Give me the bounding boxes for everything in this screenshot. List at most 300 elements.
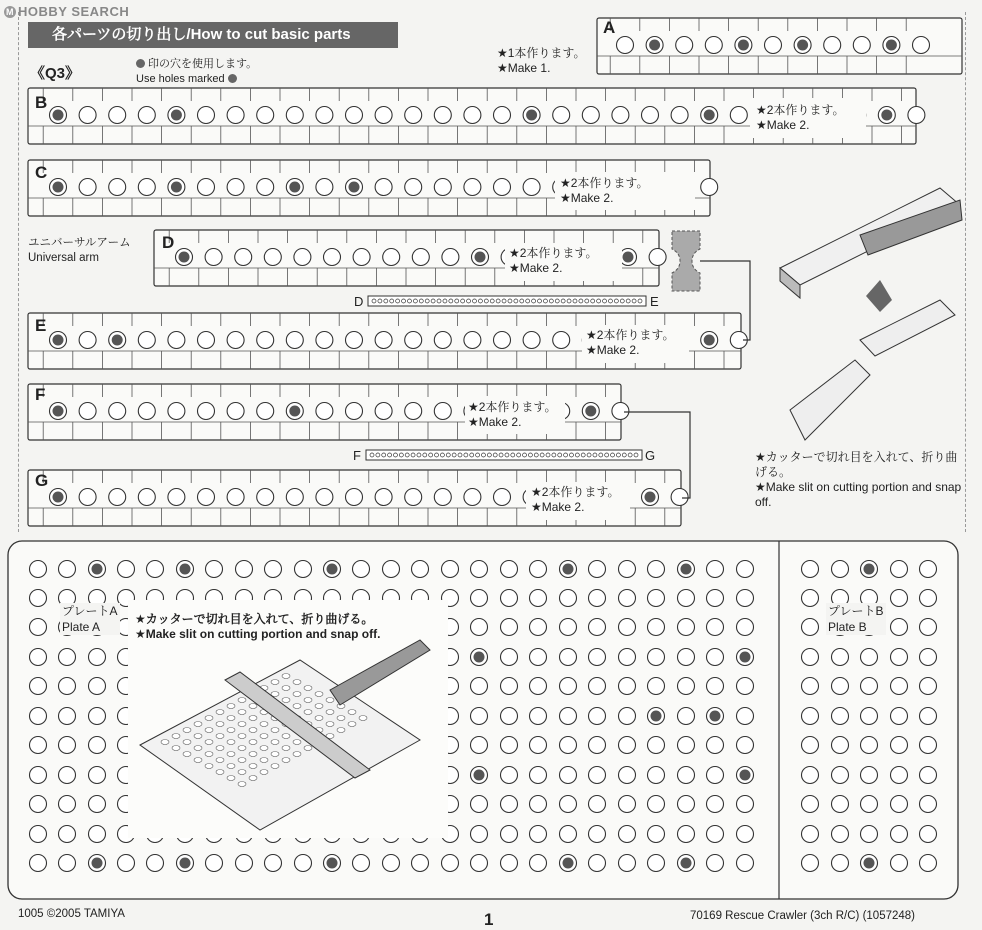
hole [530,590,547,607]
hole [89,678,106,695]
part-label-a: A [603,18,616,37]
mini-hole [304,746,312,751]
mini-hole [271,728,279,733]
mini-hole [216,734,224,739]
hole [530,737,547,754]
side-note-jp: ★カッターで切れ目を入れて、折り曲げる。 [755,450,958,479]
mini-hole [205,764,213,769]
hole [59,649,76,666]
hole [891,737,908,754]
hole [471,619,488,636]
hole [383,561,400,578]
hole [802,619,819,636]
hole [589,678,606,695]
hole [494,489,511,506]
marked-hole [180,858,191,869]
hole [678,678,695,695]
hole [109,107,126,124]
hole [434,107,451,124]
hole [707,678,724,695]
hole [494,332,511,349]
marked-hole [740,652,751,663]
marked-hole [289,182,300,193]
mini-hole [216,758,224,763]
hole [648,855,665,872]
universal-arm-label [28,236,131,266]
hole [612,403,629,420]
marked-hole [704,335,715,346]
hole [316,107,333,124]
hole [405,489,422,506]
hole [619,708,636,725]
hole [920,678,937,695]
make-note-jp: ★2本作ります。 [468,400,557,414]
marked-hole [92,564,103,575]
hole [59,737,76,754]
page-title: 各パーツの切り出し/How to cut basic parts [28,22,398,48]
hole [198,489,215,506]
hole [30,590,47,607]
hole [316,403,333,420]
marked-hole [475,252,486,263]
part-label-f: F [35,385,46,404]
hole [619,649,636,666]
mini-hole [348,710,356,715]
hole [257,403,274,420]
section-label: 《Q3》 [30,65,81,82]
hole [582,107,599,124]
hole [913,37,930,54]
mini-hole [282,698,290,703]
hole [908,107,925,124]
hole [375,489,392,506]
hole [802,561,819,578]
hole [295,855,312,872]
hole [530,826,547,843]
hole [737,619,754,636]
hole [648,619,665,636]
hole [471,796,488,813]
inset-note-jp: ★カッターで切れ目を入れて、折り曲げる。 [135,612,374,626]
hole [530,649,547,666]
hole [471,678,488,695]
hole [471,737,488,754]
hole [802,708,819,725]
hole [737,590,754,607]
marked-hole [349,182,360,193]
hole [619,561,636,578]
hole [501,708,518,725]
hole [501,619,518,636]
mini-hole [172,746,180,751]
hole [891,619,908,636]
make-note-en: ★Make 2. [560,191,614,205]
hole [802,767,819,784]
hole [375,332,392,349]
hole [589,708,606,725]
hole [560,619,577,636]
marked-hole [171,182,182,193]
hole [707,796,724,813]
marked-hole [681,564,692,575]
hole [920,561,937,578]
inset-note [135,612,380,642]
mini-hole [238,758,246,763]
marked-hole [92,858,103,869]
hole [737,678,754,695]
hole [471,826,488,843]
part-label-g: G [35,471,49,490]
hole [802,826,819,843]
hole [649,249,666,266]
mini-hole [205,740,213,745]
hole [832,561,849,578]
hole [553,332,570,349]
hole [30,855,47,872]
mini-hole [249,704,257,709]
footer-copyright: 1005 ©2005 TAMIYA [18,908,125,920]
hole [678,649,695,666]
hole [891,767,908,784]
mini-hole [227,752,235,757]
hole [383,855,400,872]
hole [501,737,518,754]
mini-hole [293,692,301,697]
mini-hole [227,704,235,709]
hole [707,649,724,666]
hole [737,796,754,813]
hole [412,561,429,578]
hole [286,332,303,349]
make-note-jp: ★1本作ります。 [497,46,586,60]
hole [920,590,937,607]
hole [530,855,547,872]
hole [648,649,665,666]
plate-a-jp: プレートA [62,604,118,618]
hole [442,855,459,872]
hole [648,561,665,578]
hole [375,107,392,124]
marked-hole [704,110,715,121]
hole [138,332,155,349]
hole [236,855,253,872]
hole [701,179,718,196]
hole [30,678,47,695]
mini-hole [271,752,279,757]
hole [59,678,76,695]
part-label-b: B [35,93,48,112]
hole [198,332,215,349]
hole [501,855,518,872]
mini-hole [260,746,268,751]
hole [257,107,274,124]
hole [353,561,370,578]
hole [642,107,659,124]
hole [707,767,724,784]
join-label-f: F [353,448,361,463]
hole [168,332,185,349]
hole [30,737,47,754]
strip-piece [860,300,955,356]
mini-hole [326,698,334,703]
mini-hole [271,680,279,685]
marked-hole [289,406,300,417]
mini-hole [304,686,312,691]
hole [205,249,222,266]
hole [501,678,518,695]
hole [619,826,636,843]
hole [286,489,303,506]
make-note-en: ★Make 1. [497,61,551,75]
mini-hole [238,722,246,727]
hole [832,649,849,666]
marked-hole [179,252,190,263]
mini-hole [260,722,268,727]
logo-text: HOBBY SEARCH [18,4,130,19]
hole [118,855,135,872]
hole [707,855,724,872]
mini-hole [271,740,279,745]
marked-hole [585,406,596,417]
hole [589,767,606,784]
marked-hole [649,40,660,51]
mini-hole [315,716,323,721]
mini-hole [337,728,345,733]
plate-b-label [826,603,886,635]
marked-hole [526,110,537,121]
part-label-c: C [35,163,48,182]
hole [560,678,577,695]
footer-product: 70169 Rescue Crawler (3ch R/C) (1057248) [690,910,915,922]
mini-hole [216,746,224,751]
hole [530,678,547,695]
hole [589,737,606,754]
make-note-jp: ★2本作ります。 [531,485,620,499]
hole [802,590,819,607]
mini-hole [282,674,290,679]
mini-hole [326,722,334,727]
marked-hole [797,40,808,51]
mini-hole [183,728,191,733]
hole [802,855,819,872]
make-note-en: ★Make 2. [586,343,640,357]
hole [891,561,908,578]
hole [891,590,908,607]
mini-hole [326,710,334,715]
hole [324,249,341,266]
page-number: 1 [484,910,494,929]
hole [678,737,695,754]
hole [79,332,96,349]
hole [147,855,164,872]
marked-hole [623,252,634,263]
mini-hole [271,764,279,769]
hole [109,489,126,506]
connector-piece [672,231,700,291]
hole [346,489,363,506]
hole [891,796,908,813]
hole [832,708,849,725]
hole [59,826,76,843]
hole [891,708,908,725]
hole [707,826,724,843]
marked-hole [53,335,64,346]
hole [353,855,370,872]
hole [853,37,870,54]
hole [79,403,96,420]
mini-hole [227,764,235,769]
hole [678,826,695,843]
hole [442,249,459,266]
mini-hole [249,764,257,769]
marked-hole [864,858,875,869]
join-label-g: G [645,448,656,463]
hole [730,107,747,124]
make-note-jp: ★2本作ります。 [509,246,598,260]
plate-a-en: Plate A [62,620,101,634]
marked-hole [53,182,64,193]
hole [678,796,695,813]
hole [678,708,695,725]
mini-hole [227,716,235,721]
hole [707,737,724,754]
mini-hole [227,740,235,745]
hole [353,249,370,266]
hole [553,107,570,124]
hole [30,561,47,578]
join-bar-de [368,296,646,306]
hole [434,489,451,506]
mini-hole [315,704,323,709]
mini-hole [304,710,312,715]
make-note-d [509,246,597,276]
marked-hole [645,492,656,503]
join-label-d: D [354,294,364,309]
make-note-en: ★Make 2. [531,500,585,514]
mini-hole [227,776,235,781]
hole [832,826,849,843]
universal-arm-jp: ユニバーサルアーム [28,237,131,249]
hole [30,767,47,784]
marked-hole [327,564,338,575]
mini-hole [337,716,345,721]
mini-hole [238,746,246,751]
hole [30,619,47,636]
hole [89,796,106,813]
hole [920,619,937,636]
mini-hole [260,734,268,739]
hole [375,403,392,420]
hole [707,619,724,636]
hole [671,107,688,124]
hole [832,737,849,754]
hole [920,855,937,872]
hole [471,561,488,578]
mini-hole [260,770,268,775]
hole [920,737,937,754]
mini-hole [183,740,191,745]
marked-hole [881,110,892,121]
hole [227,332,244,349]
hole [560,826,577,843]
hole [920,708,937,725]
mini-hole [304,698,312,703]
make-note-e [586,328,674,358]
hole [501,561,518,578]
hole [59,796,76,813]
mini-hole [315,692,323,697]
hole [560,649,577,666]
strip-piece [790,360,870,440]
hole [678,590,695,607]
mini-hole [249,752,257,757]
mini-hole [227,728,235,733]
hole [59,561,76,578]
hole [227,179,244,196]
hole [619,767,636,784]
make-note-g [531,485,619,515]
hole [257,332,274,349]
side-note [755,450,965,510]
plate-b-en: Plate B [828,620,867,634]
hole [802,737,819,754]
hole [316,179,333,196]
marked-hole [864,564,875,575]
mini-hole [293,740,301,745]
holes-note-jp: 印の穴を使用します。 [148,58,258,70]
marked-hole [474,770,485,781]
make-note-jp: ★2本作ります。 [560,176,649,190]
hole [589,796,606,813]
hole [560,767,577,784]
hole [891,649,908,666]
hole [920,796,937,813]
mini-hole [205,752,213,757]
hole [30,649,47,666]
hole [920,649,937,666]
hole [198,179,215,196]
hole [79,179,96,196]
hole [678,619,695,636]
hole [227,107,244,124]
hole [589,590,606,607]
hole [434,332,451,349]
arrow-down-icon [866,280,892,312]
hole [530,767,547,784]
hole [737,855,754,872]
hole [346,107,363,124]
hole [30,708,47,725]
hole [59,855,76,872]
hole [295,561,312,578]
hole [109,179,126,196]
hole [891,826,908,843]
hole [560,796,577,813]
mini-hole [282,734,290,739]
hole [619,737,636,754]
hole [138,403,155,420]
hole [891,678,908,695]
hole [589,826,606,843]
hole [316,332,333,349]
hole [920,826,937,843]
hole [79,489,96,506]
hole [206,855,223,872]
make-note-a [497,46,585,76]
mini-hole [172,734,180,739]
hole [464,489,481,506]
hole [89,649,106,666]
